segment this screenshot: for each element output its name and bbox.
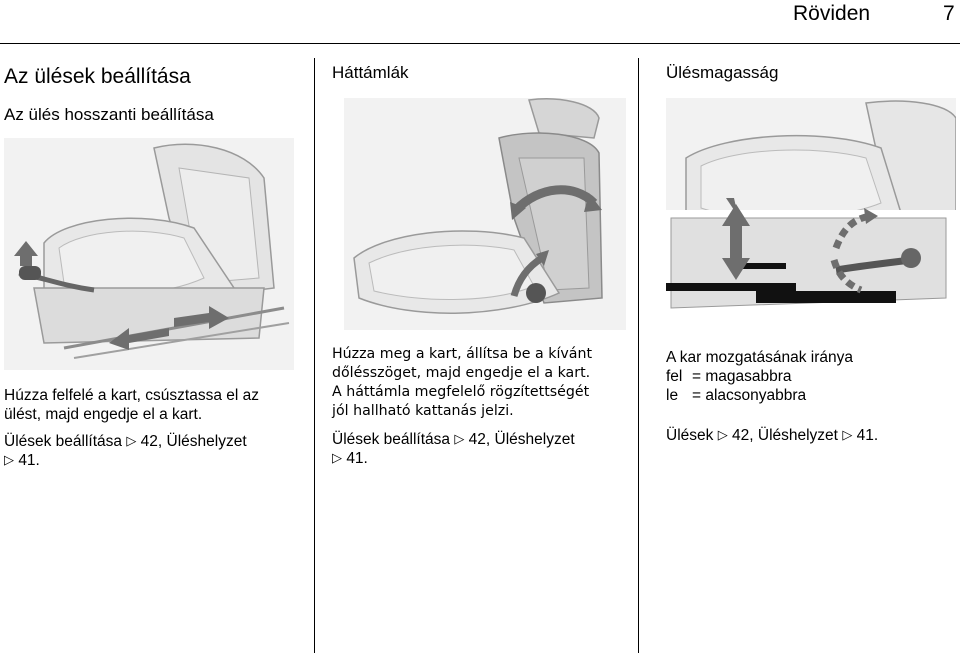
- col2-reference: [332, 430, 632, 468]
- col3-intro: A kar mozgatásának iránya: [666, 349, 853, 366]
- ref-arrow-icon: ▷: [332, 450, 342, 465]
- col3-reference: [666, 426, 956, 445]
- column-divider-2: [638, 58, 639, 653]
- figure-seat-longitudinal: [4, 138, 294, 370]
- page-heading: Az ülések beállítása: [4, 65, 191, 88]
- reference-link-seats[interactable]: Ülések: [666, 427, 714, 444]
- ref-arrow-icon: ▷: [717, 427, 728, 442]
- col2-line-2: dőlésszöget, majd engedje el a kart.: [332, 365, 591, 381]
- reference-link-seat-adjust[interactable]: Ülések beállítása: [4, 433, 123, 450]
- list-item: [666, 386, 956, 405]
- col1-instructions: [4, 386, 304, 424]
- col1-line-1: Húzza felfelé a kart, csúsztassa el az: [4, 387, 260, 404]
- ref-page-42[interactable]: 42, Üléshelyzet: [468, 431, 575, 448]
- ref-arrow-icon: ▷: [842, 427, 853, 442]
- header-rule: [0, 43, 960, 44]
- col1-reference: [4, 432, 304, 470]
- page-number: 7: [943, 2, 955, 25]
- col2-instructions: [332, 345, 632, 421]
- reference-link-seat-adjust[interactable]: Ülések beállítása: [332, 431, 451, 448]
- column-divider-1: [314, 58, 315, 653]
- ref-page-42[interactable]: 42, Üléshelyzet: [140, 433, 247, 450]
- subheading-longitudinal: Az ülés hosszanti beállítása: [4, 105, 214, 124]
- ref-page-41[interactable]: 41.: [346, 450, 368, 467]
- list-item: [666, 367, 956, 386]
- col2-line-1: Húzza meg a kart, állítsa be a kívánt: [332, 346, 593, 362]
- ref-arrow-icon: ▷: [454, 431, 465, 446]
- col2-line-3: A háttámla megfelelő rögzítettségét: [332, 384, 590, 400]
- figure-seat-height: [666, 98, 956, 330]
- ref-arrow-icon: ▷: [4, 452, 14, 467]
- list-value: = alacsonyabbra: [692, 387, 807, 404]
- ref-arrow-icon: ▷: [126, 433, 137, 448]
- heading-seat-height: Ülésmagasság: [666, 63, 779, 82]
- figure-seat-backrest: [344, 98, 626, 330]
- col2-line-4: jól hallható kattanás jelzi.: [332, 403, 514, 419]
- col1-line-2: ülést, majd engedje el a kart.: [4, 406, 203, 423]
- heading-backrests: Háttámlák: [332, 63, 409, 82]
- ref-page-41[interactable]: 41.: [856, 427, 879, 444]
- section-title: Röviden: [793, 2, 871, 25]
- list-key: fel: [666, 368, 683, 385]
- ref-page-42[interactable]: 42, Üléshelyzet: [732, 427, 838, 444]
- ref-page-41[interactable]: 41.: [18, 452, 40, 469]
- col3-instructions: [666, 348, 956, 405]
- list-key: le: [666, 387, 679, 404]
- list-value: = magasabbra: [692, 368, 792, 385]
